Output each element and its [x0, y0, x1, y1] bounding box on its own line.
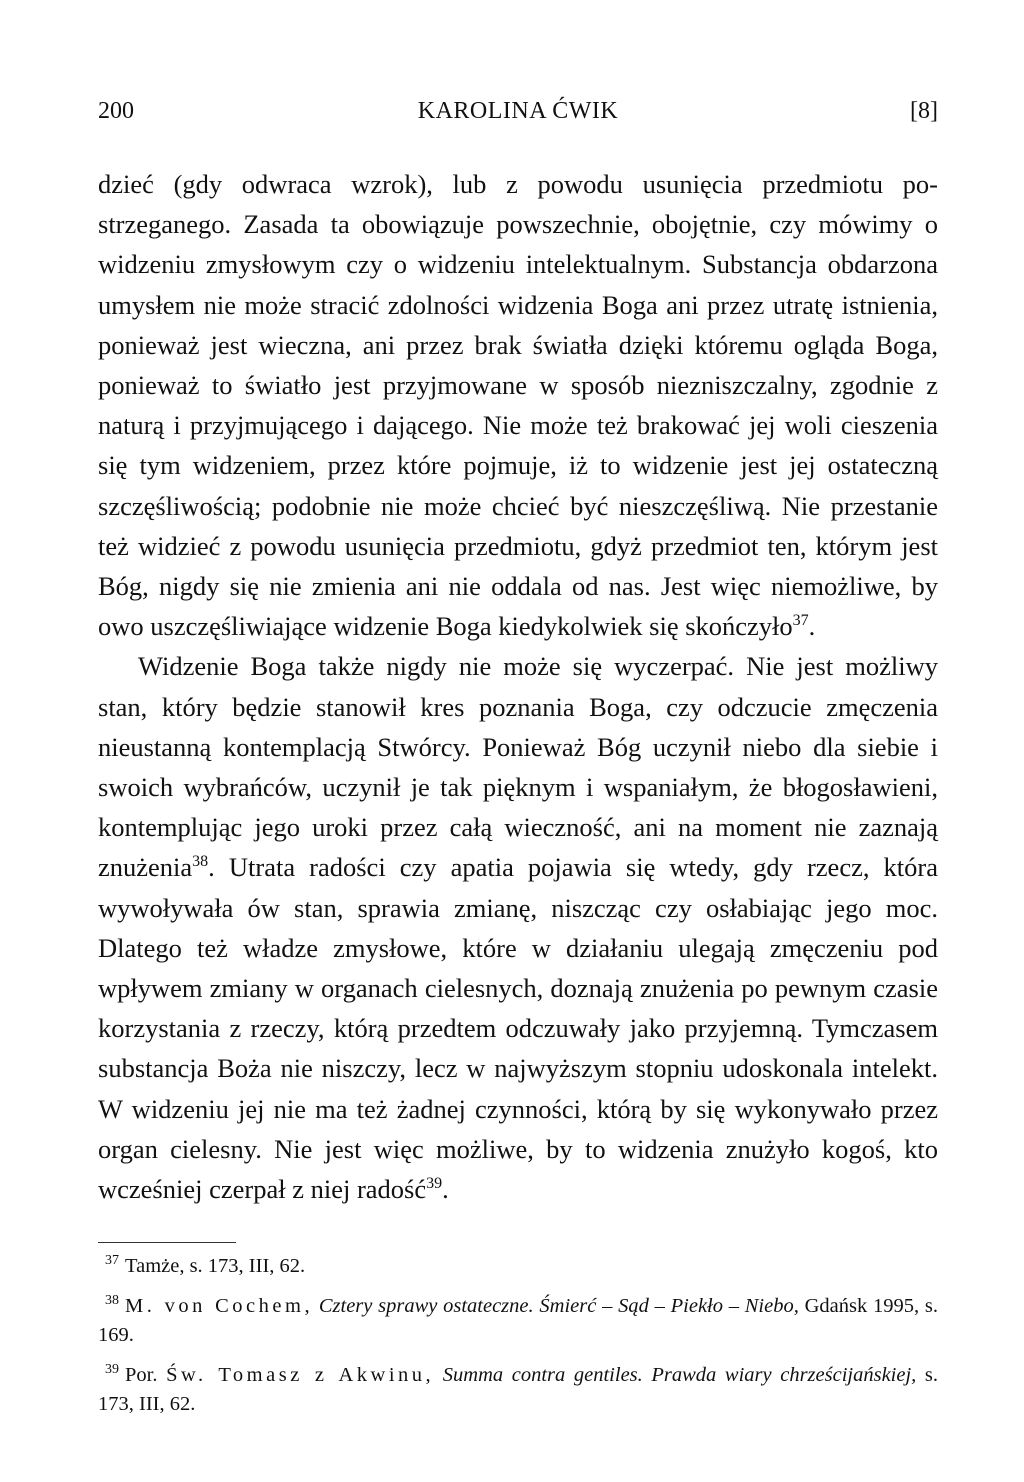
footnote-ref-39[interactable]: 39: [426, 1175, 443, 1193]
paragraph-2: [98, 646, 938, 1209]
footnotes: [98, 1252, 938, 1430]
paragraph-1: [98, 164, 938, 646]
footnote-38: [98, 1292, 938, 1350]
footnote-text: Tamże, s. 173, III, 62.: [125, 1255, 306, 1277]
paragraph-2-text: Widzenie Boga także nigdy nie może się wyczerpać. Nie jest możliwy stan, który będzie stanowił kres poznania Boga, czy odczucie zmęczenia nieustanną kontemplacją Stwórcy. Ponieważ Bóg uczynił niebo dla siebie i swoich wybrańców, uczynił je tak pięknym i wspaniałym, że błogosławieni, kontemplując jego uroki przez całą wieczność, ani na moment nie zaznają znużenia: [98, 651, 938, 883]
running-title: KAROLINA ĆWIK: [417, 98, 619, 124]
footnote-divider: [98, 1242, 236, 1243]
footnote-39: [98, 1361, 938, 1419]
footnote-title: Cztery sprawy ostateczne. Śmierć – Sąd – Piekło – Niebo,: [318, 1295, 799, 1317]
paragraph-2-text-after: . Utrata radości czy apatia pojawia się wtedy, gdy rzecz, która wywoływała ów stan, sprawia zmianę, niszcząc czy osłabiając jego moc. Dlatego też władze zmysłowe, które w działaniu ulegają zmęczeniu pod wpływem zmiany w organach cielesnych, doznają znużenia po pewnym czasie korzystania z rzeczy, którą przedtem odczuwały jako przyjemną. Tymczasem substancja Boża nie niszczy, lecz w najwyższym stopniu udoskonala intelekt. W widzeniu jej nie ma też żadnej czynności, którą by się wykonywało przez organ cielesny. Nie jest więc możliwe, by to widzenia znużyło kogoś, kto wcześniej czerpał z niej radość: [98, 852, 938, 1205]
footnote-number: 38: [105, 1293, 119, 1308]
footnote-author: Św. Tomasz z Akwinu,: [166, 1364, 435, 1386]
paragraph-1-end: .: [808, 611, 816, 642]
paragraph-1-text: dzieć (gdy odwraca wzrok), lub z powodu usunięcia przedmiotu postrzeganego. Zasada ta obowiązuje powszechnie, obojętnie, czy mówimy o widzeniu zmysłowym czy o widzeniu intelektualnym. Substancja obdarzona umysłem nie może stracić zdolności widzenia Boga ani przez utratę istnienia, ponieważ jest wieczna, ani przez brak światła dzięki któremu ogląda Boga, ponieważ to światło jest przyjmowane w sposób niezniszczalny, zgodnie z naturą i przyjmującego i dającego. Nie może też brakować jej woli cieszenia się tym widzeniem, przez które pojmuje, iż to widzenie jest jej ostateczną szczęśliwością; podobnie nie może chcieć być nieszczęśliwą. Nie przestanie też widzieć z powodu usunięcia przedmiotu, gdyż przedmiot ten, którym jest Bóg, nigdy się nie zmienia ani nie oddala od nas. Jest więc niemożliwe, by owo uszczęśliwiające widzenie Boga kiedykolwiek się skończyło: [98, 169, 938, 642]
footnote-author: M. von Cochem,: [125, 1295, 314, 1317]
footnote-rest: Gdańsk 1995, s. 169.: [98, 1295, 939, 1346]
footnote-number: 39: [105, 1362, 119, 1377]
footnote-ref-38[interactable]: 38: [192, 853, 209, 871]
footnote-ref-37[interactable]: 37: [792, 612, 809, 630]
footnote-title: Summa contra gentiles. Prawda wiary chrześcijańskiej,: [442, 1364, 917, 1386]
running-header: [98, 96, 938, 126]
page-number: 200: [98, 98, 134, 124]
paragraph-2-end: .: [442, 1174, 449, 1205]
section-mark: [8]: [910, 98, 938, 124]
footnote-prefix: Por.: [125, 1364, 158, 1386]
footnote-number: 37: [105, 1253, 119, 1268]
main-text: [98, 164, 938, 1209]
footnote-37: [98, 1252, 938, 1281]
footnote-rest: s. 173, III, 62.: [98, 1364, 938, 1415]
